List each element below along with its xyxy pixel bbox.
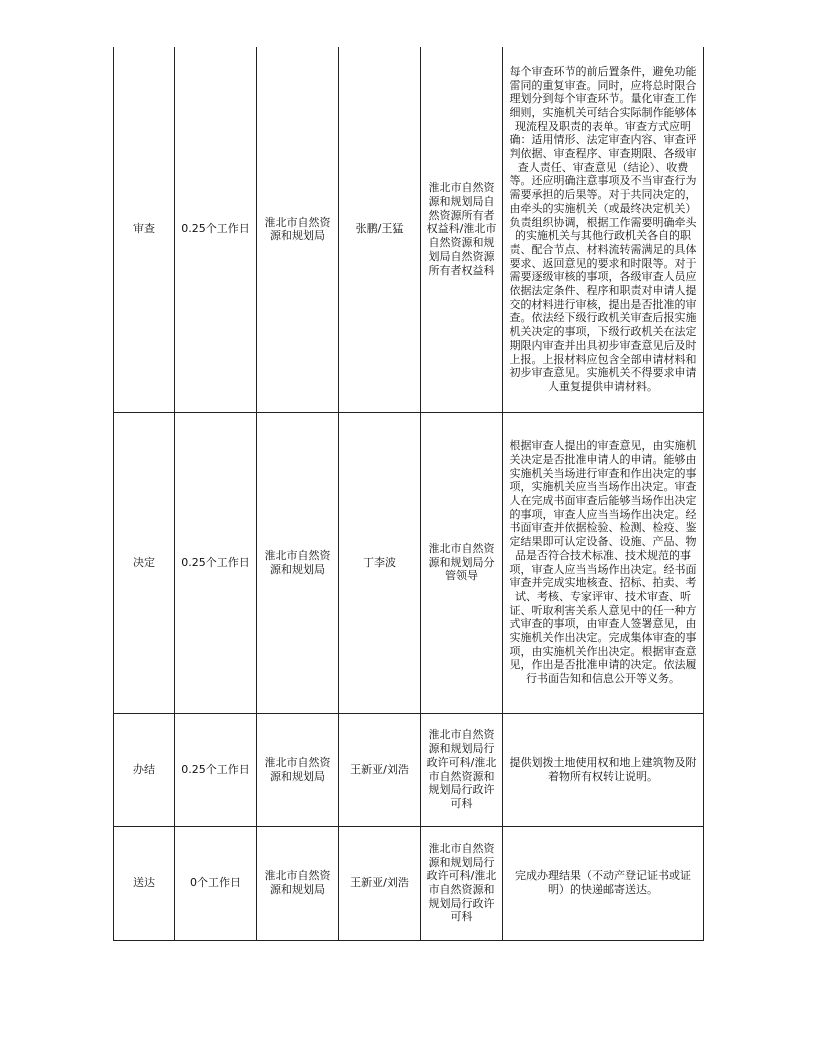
department-cell: 淮北市自然资源和规划局 xyxy=(257,826,339,940)
post-cell: 淮北市自然资源和规划局自然资源所有者权益科/淮北市自然资源和规划局自然资源所有者权益科 xyxy=(421,47,503,412)
post-cell: 淮北市自然资源和规划局行政许可科/淮北市自然资源和规划局行政许可科 xyxy=(421,826,503,940)
person-cell: 王新亚/刘浩 xyxy=(339,713,421,826)
department-cell: 淮北市自然资源和规划局 xyxy=(257,412,339,713)
stage-cell: 审查 xyxy=(114,47,175,412)
person-cell: 王新亚/刘浩 xyxy=(339,826,421,940)
description-cell: 提供划拨土地使用权和地上建筑物及附着物所有权转让说明。 xyxy=(503,713,704,826)
time-limit-cell: 0.25个工作日 xyxy=(175,47,257,412)
time-limit-cell: 0.25个工作日 xyxy=(175,713,257,826)
time-limit-cell: 0.25个工作日 xyxy=(175,412,257,713)
stage-cell: 办结 xyxy=(114,713,175,826)
description-cell: 每个审查环节的前后置条件，避免功能雷同的重复审查。同时，应将总时限合理划分到每个审查环节。量化审查工作细则，实施机关可结合实际制作能够体现流程及职责的表单。审查方式应明确：适用情形、法定审查内容、审查评判依据、审查程序、审查期限、各级审查人责任、审查意见（结论）、收费等。还应明确注意事项及不当审查行为需要承担的后果等。对于共同决定的，由牵头的实施机关（或最终决定机关）负责组织协调，根据工作需要明确牵头的实施机关与其他行政机关各自的职责、配合节点、材料流转需满足的具体要求、返回意见的要求和时限等。对于需要逐级审核的事项，各级审查人员应依据法定条件、程序和职责对申请人提交的材料进行审核，提出是否批准的审查。依法经下级行政机关审查后报实施机关决定的事项，下级行政机关在法定期限内审查并出具初步审查意见后及时上报。上报材料应包含全部申请材料和初步审查意见。实施机关不得要求申请人重复提供申请材料。 xyxy=(503,47,704,412)
person-cell: 丁李波 xyxy=(339,412,421,713)
post-cell: 淮北市自然资源和规划局分管领导 xyxy=(421,412,503,713)
process-table xyxy=(113,47,704,941)
department-cell: 淮北市自然资源和规划局 xyxy=(257,47,339,412)
stage-cell: 送达 xyxy=(114,826,175,940)
table-row xyxy=(114,713,704,826)
time-limit-cell: 0个工作日 xyxy=(175,826,257,940)
stage-cell: 决定 xyxy=(114,412,175,713)
table-row xyxy=(114,412,704,713)
post-cell: 淮北市自然资源和规划局行政许可科/淮北市自然资源和规划局行政许可科 xyxy=(421,713,503,826)
description-cell: 根据审查人提出的审查意见，由实施机关决定是否批准申请人的申请。能够由实施机关当场进行审查和作出决定的事项，实施机关应当当场作出决定。审查人在完成书面审查后能够当场作出决定的事项，审查人应当当场作出决定。经书面审查并依据检验、检测、检疫、鉴定结果即可认定设备、设施、产品、物品是否符合技术标准、技术规范的事项，审查人应当当场作出决定。经书面审查并完成实地核查、招标、拍卖、考试、考核、专家评审、技术审查、听证、听取利害关系人意见中的任一种方式审查的事项，由审查人签署意见，由实施机关作出决定。完成集体审查的事项，由实施机关作出决定。根据审查意见，作出是否批准申请的决定。依法履行书面告知和信息公开等义务。 xyxy=(503,412,704,713)
table-row xyxy=(114,47,704,412)
description-cell: 完成办理结果（不动产登记证书或证明）的快递邮寄送达。 xyxy=(503,826,704,940)
department-cell: 淮北市自然资源和规划局 xyxy=(257,713,339,826)
person-cell: 张鹏/王猛 xyxy=(339,47,421,412)
table-row xyxy=(114,826,704,940)
